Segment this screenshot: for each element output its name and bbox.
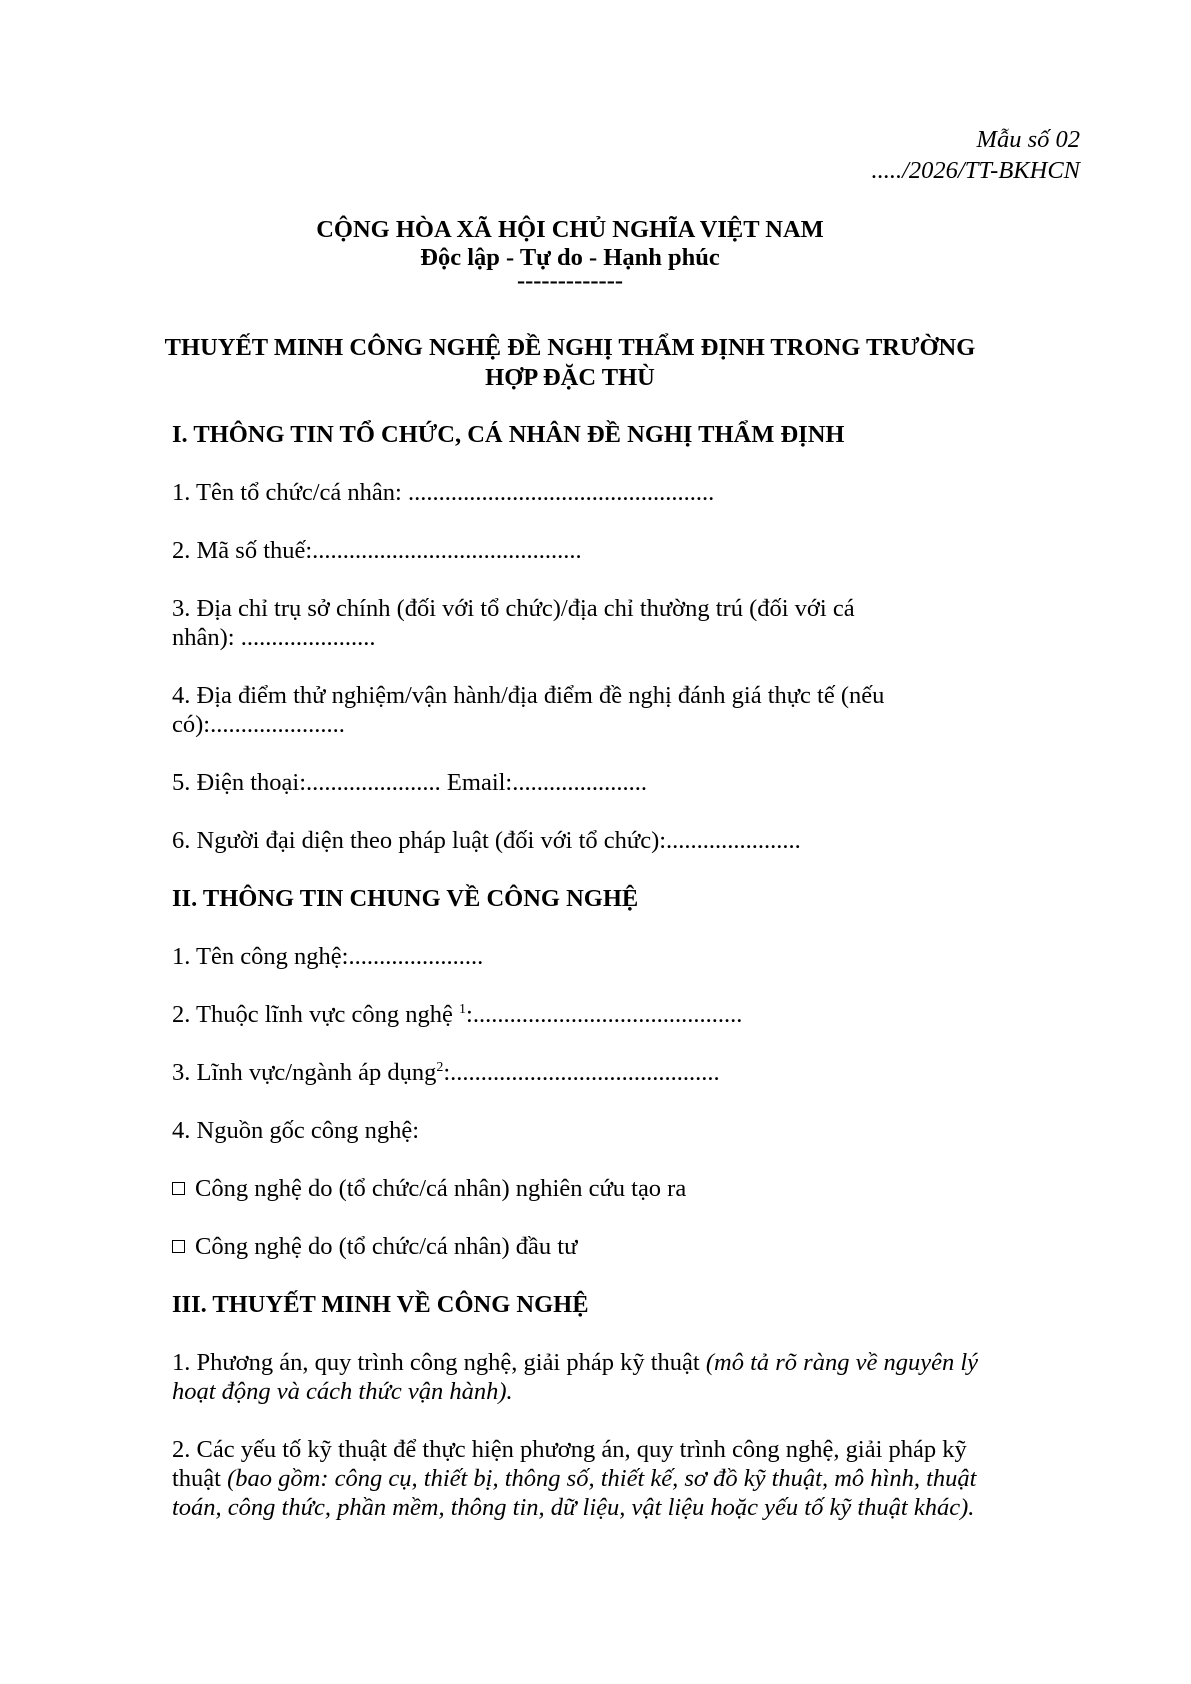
- technology-field-dots: :............................................: [466, 1001, 743, 1028]
- field-address-line1: 3. Địa chỉ trụ sở chính (đối với tổ chức)/địa chỉ thường trú (đối với cá: [172, 595, 855, 622]
- option-research-created[interactable]: [172, 1174, 972, 1204]
- process-label: 1. Phương án, quy trình công nghệ, giải pháp kỹ thuật: [172, 1349, 706, 1376]
- checkbox-invested[interactable]: [172, 1240, 185, 1253]
- item-technical-factors-line3: toán, công thức, phần mềm, thông tin, dữ liệu, vật liệu hoặc yếu tố kỹ thuật khác).: [172, 1494, 975, 1521]
- footnote-ref-1: 1: [459, 1002, 467, 1017]
- checkbox-research-created[interactable]: [172, 1182, 185, 1195]
- section-3-heading: III. THUYẾT MINH VỀ CÔNG NGHỆ: [172, 1291, 589, 1318]
- field-technology-origin: 4. Nguồn gốc công nghệ:: [172, 1117, 419, 1144]
- header-separator: -------------: [516, 267, 624, 294]
- application-sector-label: 3. Lĩnh vực/ngành áp dụng: [172, 1059, 437, 1086]
- application-sector-dots: :............................................: [443, 1059, 720, 1086]
- technical-factors-note: (bao gồm: công cụ, thiết bị, thông số, thiết kế, sơ đồ kỹ thuật, mô hình, thuật: [227, 1465, 977, 1492]
- option-research-created-label: Công nghệ do (tổ chức/cá nhân) nghiên cứu tạo ra: [195, 1175, 687, 1202]
- item-technical-factors-line1: 2. Các yếu tố kỹ thuật để thực hiện phương án, quy trình công nghệ, giải pháp kỹ: [172, 1436, 967, 1463]
- option-invested-label: Công nghệ do (tổ chức/cá nhân) đầu tư: [195, 1233, 578, 1260]
- technical-factors-label: thuật: [172, 1465, 228, 1492]
- field-technology-name: 1. Tên công nghệ:......................: [172, 943, 484, 970]
- section-1-heading: I. THÔNG TIN TỔ CHỨC, CÁ NHÂN ĐỀ NGHỊ THẨM ĐỊNH: [172, 421, 845, 448]
- item-process-line2: hoạt động và cách thức vận hành).: [172, 1378, 513, 1405]
- item-technical-factors-line2: [172, 1464, 1072, 1494]
- national-motto: Độc lập - Tự do - Hạnh phúc: [420, 244, 720, 271]
- circular-number: ...../2026/TT-BKHCN: [871, 157, 1080, 184]
- field-test-location-line2: có):......................: [172, 711, 345, 738]
- field-legal-representative: 6. Người đại diện theo pháp luật (đối với tổ chức):......................: [172, 827, 801, 854]
- field-application-sector: [172, 1058, 972, 1088]
- field-technology-field: [172, 1000, 972, 1030]
- country-name: CỘNG HÒA XÃ HỘI CHỦ NGHĨA VIỆT NAM: [316, 216, 824, 243]
- form-number: Mẫu số 02: [976, 126, 1080, 153]
- field-address-line2: nhân): ......................: [172, 624, 376, 651]
- technology-field-label: 2. Thuộc lĩnh vực công nghệ: [172, 1001, 460, 1028]
- field-phone-email: 5. Điện thoại:...................... Email:......................: [172, 769, 647, 796]
- option-invested[interactable]: [172, 1232, 972, 1262]
- footnote-ref-2: 2: [436, 1060, 444, 1075]
- section-2-heading: II. THÔNG TIN CHUNG VỀ CÔNG NGHỆ: [172, 885, 639, 912]
- process-note: (mô tả rõ ràng về nguyên lý: [705, 1349, 979, 1376]
- item-process-line1: [172, 1348, 1072, 1378]
- field-tax-code: 2. Mã số thuế:............................................: [172, 537, 582, 564]
- field-test-location-line1: 4. Địa điểm thử nghiệm/vận hành/địa điểm đề nghị đánh giá thực tế (nếu: [172, 682, 885, 709]
- field-organization-name: 1. Tên tổ chức/cá nhân: ..................................................: [172, 479, 715, 506]
- document-title-line1: THUYẾT MINH CÔNG NGHỆ ĐỀ NGHỊ THẨM ĐỊNH TRONG TRƯỜNG: [164, 334, 976, 361]
- document-title-line2: HỢP ĐẶC THÙ: [485, 364, 655, 391]
